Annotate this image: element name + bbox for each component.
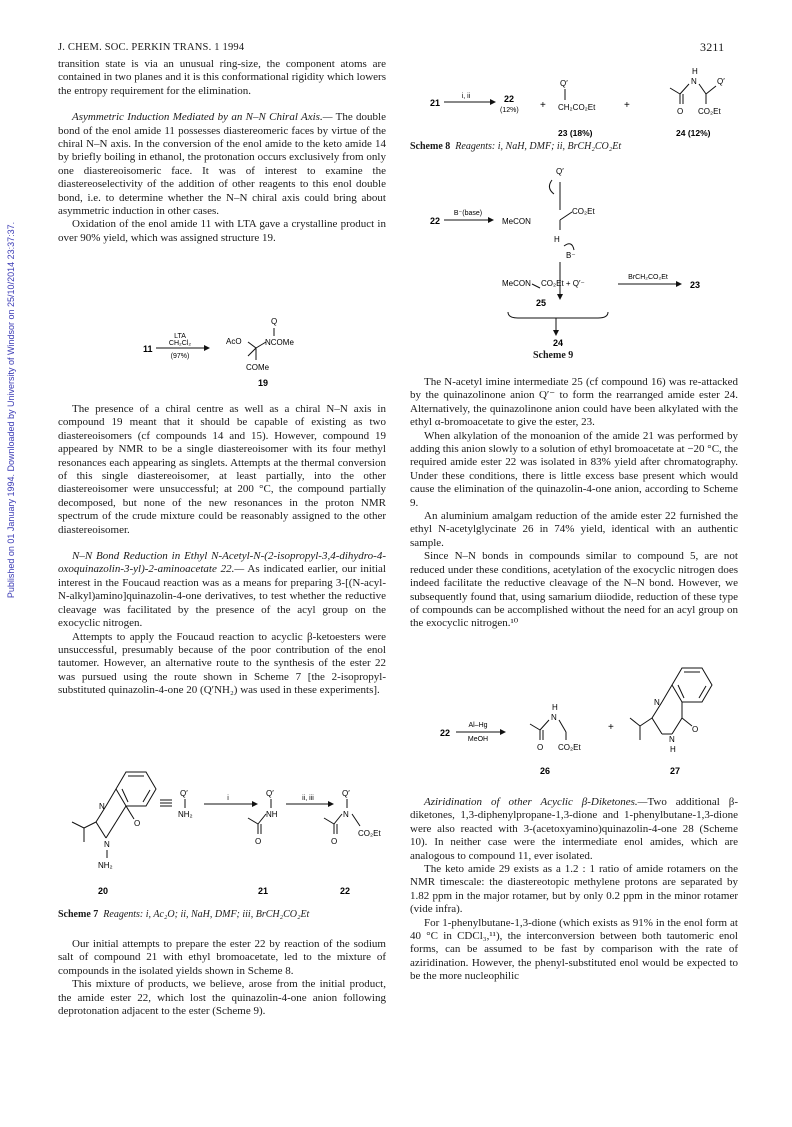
imine-group: MeCON — [502, 279, 531, 288]
carbonyl-oxygen: O — [692, 725, 699, 734]
caption-reagents: Reagents: i, Ac₂O; ii, NaH, DMF; iii, BrCH₂CO₂Et — [103, 909, 310, 920]
step-i: i — [227, 795, 229, 802]
paragraph: Attempts to apply the Foucaud reaction to acyclic β-ketoesters were unsuccessful, presumably because of the poor contribution of the enol tautomer. However, an alternative route to the synthesis of the ester 22 was pursued using the route shown in Scheme 7 [the 2-isopropyl-substituted quinazolin-4-one 20 (Q′NH₂) was used in these experiments]. — [58, 630, 386, 697]
solvent: CH₂Cl₂ — [168, 340, 192, 347]
paragraph: Since N–N bonds in compounds similar to compound 5, are not reduced under these conditions, acetylation of the exocyclic nitrogen does indeed facilitate the reductive cleavage of the N–N bond. However, we subsequently found that, using samarium diiodide, reduction of these type of compounds can be accomplished without the need for an acyl group on the exocyclic nitrogen.¹⁰ — [410, 550, 738, 630]
h-atom: H — [552, 703, 558, 712]
caption-reagents: Reagents: i, NaH, DMF; ii, BrCH₂CO₂Et — [455, 141, 622, 152]
h-atom: H — [670, 745, 676, 754]
provenance-sidebar — [2, 60, 20, 760]
ester-group: CO₂Et — [698, 107, 721, 116]
section-heading: Asymmetric Induction Mediated by an N–N Chiral Axis.— — [72, 111, 333, 124]
scheme-7-caption — [58, 909, 309, 920]
product-24-label: 24 (12%) — [676, 128, 711, 138]
reagent-bromoacetate: BrCH₂CO₂Et — [628, 274, 668, 281]
ester-group: CO₂Et — [558, 743, 581, 752]
product-26: 26 — [540, 766, 551, 776]
plus-sign: + — [624, 100, 630, 111]
reactant-21: 21 — [430, 98, 441, 108]
q-prime: Q′ — [342, 789, 350, 798]
intermediate-25: 25 — [536, 298, 547, 308]
product-24: 24 — [553, 338, 564, 348]
paragraph: transition state is via an unusual ring-size, the component atoms are contained in two planes and it is this conformational rigidity which lowers the entropy requirement for the elimination. — [58, 58, 386, 97]
section-asymmetric-induction — [58, 111, 386, 218]
section-text: As indicated earlier, our initial interest in the Foucaud reaction was as a means for preparing 3-[(N-acyl-N-alkyl)amino]quinazolin-4-one derivatives, to test whether the reductive cleavage was facilitated by the presence of the acyl group on the exocyclic nitrogen. — [58, 563, 386, 630]
product-22-yield: (12%) — [500, 107, 519, 114]
mecon-group: MeCON — [502, 217, 531, 226]
carbonyl-oxygen: O — [331, 837, 338, 846]
steps-ii-iii: ii, iii — [302, 795, 314, 802]
compound-22-label: 22 — [340, 886, 351, 896]
ester-group: CO₂Et — [572, 207, 595, 216]
acetoxy-group: AcO — [226, 337, 242, 346]
nh-group: NH — [266, 810, 278, 819]
right-column-bottom — [410, 796, 738, 984]
scheme-compound-19 — [140, 308, 340, 390]
ring-nitrogen: N — [99, 802, 105, 811]
product-22: 22 — [504, 94, 515, 104]
q-prime: Q′ — [180, 789, 188, 798]
scheme-al-hg-reduction — [408, 660, 748, 780]
scheme-8 — [408, 60, 748, 140]
product-23: 23 — [690, 280, 701, 290]
product-27: 27 — [670, 766, 681, 776]
paragraph: Our initial attempts to prepare the ester 22 by reaction of the sodium salt of compound 21 with ethyl bromoacetate, led to the mixture of compounds in the isolated yields shown in Scheme 8. — [58, 938, 386, 977]
scheme-9 — [408, 162, 748, 362]
steps-i-ii: i, ii — [461, 93, 471, 100]
scheme-9-caption: Scheme 9 — [533, 350, 574, 361]
compound-20-label: 20 — [98, 886, 109, 896]
paragraph: An aluminium amalgam reduction of the amide ester 22 furnished the ethyl N-acetylglycinate 26 in 74% yield, identical with an authentic sample. — [410, 510, 738, 549]
n-atom: N — [343, 810, 349, 819]
section-aziridination — [410, 796, 738, 863]
reactant-label: 11 — [143, 344, 153, 354]
q-prime: Q′ — [717, 77, 725, 86]
left-column-top — [58, 58, 386, 245]
plus-sign: + — [540, 100, 546, 111]
amino-group: NH₂ — [98, 861, 113, 870]
q-prime: Q′ — [556, 167, 564, 176]
ring-nitrogen: N — [654, 698, 660, 707]
carbonyl-oxygen: O — [677, 107, 684, 116]
caption-title: Scheme 8 — [410, 141, 451, 152]
paragraph: When alkylation of the monoanion of the amide 21 was performed by adding this anion slowly to a solution of ethyl bromoacetate at −20 °C, the required amide ester 22 was isolated in 83% yield after chromatography. Under these conditions, there is little excess base present which would cause the elimination of the quinazolin-4-one anion, according to Scheme 9. — [410, 429, 738, 509]
come-group: COMe — [246, 363, 270, 372]
section-heading: N–N Bond Reduction in Ethyl N-Acetyl-N-(2-isopropyl-3,4-dihydro-4-oxoquinazolin-3-yl)-2-aminoacetate 22.— — [58, 550, 386, 576]
solvent-meoh: MeOH — [467, 736, 489, 743]
carbonyl-oxygen: O — [255, 837, 262, 846]
journal-header: J. CHEM. SOC. PERKIN TRANS. 1 1994 — [58, 42, 245, 53]
page-number: 3211 — [700, 40, 725, 54]
start-22: 22 — [430, 216, 441, 226]
compound-21-label: 21 — [258, 886, 269, 896]
yield: (97%) — [170, 353, 190, 360]
product-23-label: 23 (18%) — [558, 128, 593, 138]
base-anion: B⁻ — [566, 251, 576, 260]
ester-group: CO₂Et — [358, 829, 381, 838]
reagent-al-hg: Al–Hg — [468, 722, 488, 729]
provenance-link[interactable]: Published on 01 January 1994. Downloaded by University of Windsor on 25/10/2014 23:37:37. — [6, 221, 16, 599]
h-atom: H — [692, 67, 698, 76]
left-column-bottom — [58, 938, 386, 1018]
ncome-group: NCOMe — [265, 338, 294, 347]
section-heading: Aziridination of other Acyclic β-Diketones.— — [424, 796, 648, 808]
section-text: Two additional β-diketones, 1,3-diphenylpropane-1,3-dione and 1-phenylbutane-1,3-dione were also reacted with 3-(acetoxyamino)quinazolin-4-one 28 (Scheme 10). In neither case were the intermediate enol amides, which are analogous to compound 11, ever isolated. — [410, 796, 738, 862]
section-text: The double bond of the enol amide 11 possesses diastereomeric faces by virtue of the chiral N–N axis. In the conversion of the enol amide to the keto amide 14 by briefly boiling in ethanol, the protonation occurs exclusively from only one diastereoisomeric face. It was of interest to examine the diastereoselectivity of the addition of other reagents to this enol double bond, i.e. to determine whether the N–N chiral axis could bring about asymmetric induction in other cases. — [58, 111, 386, 218]
ch2co2et-group: CH₂CO₂Et — [558, 103, 596, 112]
amino-group: NH₂ — [178, 810, 193, 819]
left-column-middle — [58, 403, 386, 698]
imine-rest: CO₂Et + Q′⁻ — [541, 279, 585, 288]
n-atom: N — [551, 713, 557, 722]
paragraph: Oxidation of the enol amide 11 with LTA gave a crystalline product in over 90% yield, which was assigned structure 19. — [58, 218, 386, 244]
q-prime: Q′ — [266, 789, 274, 798]
base-label: B⁻(base) — [453, 210, 483, 217]
reagent-lta: LTA — [174, 333, 186, 340]
scheme-8-caption — [410, 141, 621, 152]
section-nn-bond-reduction — [58, 550, 386, 630]
q-prime: Q′ — [560, 79, 568, 88]
compound-label: 19 — [258, 378, 269, 388]
caption-title: Scheme 7 — [58, 909, 99, 920]
carbonyl-oxygen: O — [537, 743, 544, 752]
paragraph: This mixture of products, we believe, arose from the initial product, the amide ester 22, which lost the quinazolin-4-one anion following deprotonation adjacent to the ester (Scheme 9). — [58, 978, 386, 1018]
right-column-top — [410, 376, 738, 631]
carbonyl-oxygen: O — [134, 819, 141, 828]
plus-sign: + — [608, 722, 614, 733]
n-atom: N — [691, 77, 697, 86]
quinazolinone-q: Q — [271, 317, 278, 326]
paragraph: The keto amide 29 exists as a 1.2 : 1 ratio of amide rotamers on the NMR timescale: the diastereotopic methylene protons are separated by 1.82 ppm in the major rotamer, but by only 0.2 ppm in the minor rotamer (vide infra). — [410, 863, 738, 916]
h-atom: H — [554, 235, 560, 244]
ring-nitrogen-h: N — [669, 735, 675, 744]
paragraph: For 1-phenylbutane-1,3-dione (which exists as 91% in the enol form at 40 °C in CDCl₃,¹¹), the interconversion between both tautomeric enol forms, can be assumed to be fast by comparison with the rate of aziridination. However, the phenyl-substituted enol would be expected to be the more nucleophilic — [410, 916, 738, 983]
paragraph: The N-acetyl imine intermediate 25 (cf compound 16) was re-attacked by the quinazolinone anion Q′⁻ to form the rearranged amide ester 24. Alternatively, the quinazolinone anion could have been alkylated with the ethyl α-bromoacetate to give the ester, 23. — [410, 376, 738, 429]
ring-nitrogen-3: N — [104, 840, 110, 849]
paragraph: The presence of a chiral centre as well as a chiral N–N axis in compound 19 meant that it should be capable of existing as two diastereoisomers (cf compounds 14 and 15). However, compound 19 appeared by NMR to be a single diastereoisomer with its four methyl resonances each appearing as singlets. Attempts at the thermal conversion of this single diastereoisomer, at least partially, into the other diastereoisomer were unsuccessful; at 200 °C, the compound partially decomposed, but none of the new resonances in the proton NMR spectrum of the crude mixture could be reasonably assigned to the other diastereoisomer. — [58, 403, 386, 536]
scheme-7 — [62, 764, 392, 904]
start-22: 22 — [440, 728, 451, 738]
